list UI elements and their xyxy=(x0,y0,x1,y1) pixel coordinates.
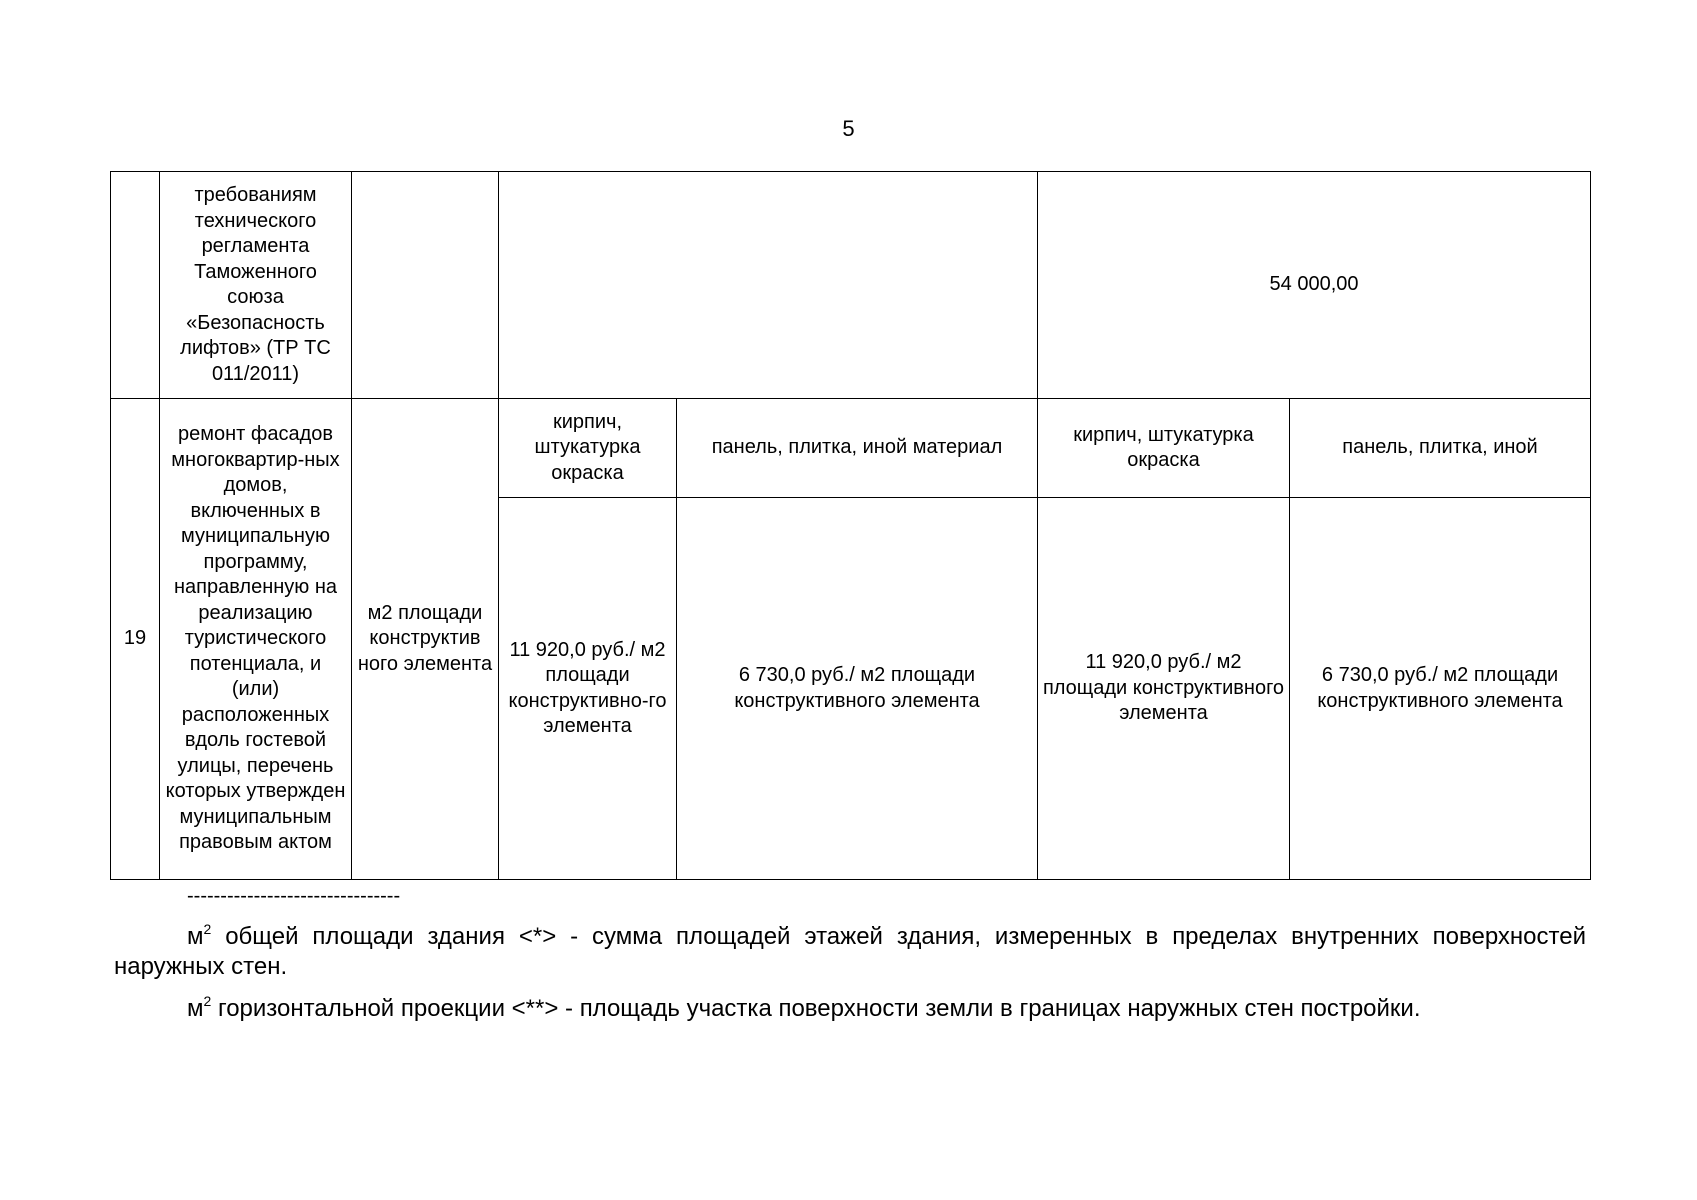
cell-price-brick-2: 11 920,0 руб./ м2 площади конструктивного элемента xyxy=(1038,498,1290,880)
cell-unit-empty xyxy=(352,172,499,399)
footnote-text: общей площади здания <*> - сумма площадей этажей здания, измеренных в пределах внутренних поверхностей наружных стен. xyxy=(114,923,1586,980)
cell-num-empty xyxy=(111,172,160,399)
cell-unit: м2 площади конструктив ного элемента xyxy=(352,399,499,880)
footnote-horizontal-projection xyxy=(114,994,1586,1024)
cell-price-panel-1: 6 730,0 руб./ м2 площади конструктивного элемента xyxy=(677,498,1038,880)
footnote-text: горизонтальной проекции <**> - площадь участка поверхности земли в границах наружных стен постройки. xyxy=(211,995,1421,1022)
footnote-superscript: 2 xyxy=(203,993,212,1009)
footnote-unit: м xyxy=(187,995,204,1022)
footnote-unit: м xyxy=(187,923,204,950)
cell-price-panel-2: 6 730,0 руб./ м2 площади конструктивного элемента xyxy=(1290,498,1591,880)
cell-row-number: 19 xyxy=(111,399,160,880)
cell-subheader-brick-1: кирпич, штукатурка окраска xyxy=(499,399,677,498)
cell-subheader-panel-2: панель, плитка, иной xyxy=(1290,399,1591,498)
cell-total-value: 54 000,00 xyxy=(1038,172,1591,399)
footnote-total-area xyxy=(114,922,1586,982)
cell-work-name: ремонт фасадов многоквартир-ных домов, включенных в муниципальную программу, направленную на реализацию туристического потенциала, и (или) расположенных вдоль гостевой улицы, перечень которых утвержден муниципальным правовым актом xyxy=(160,399,352,880)
cell-work-name: требованиям технического регламента Таможенного союза «Безопасность лифтов» (ТР ТС 011/2011) xyxy=(160,172,352,399)
page-number: 5 xyxy=(842,116,855,141)
cell-price-brick-1: 11 920,0 руб./ м2 площади конструктивно-го элемента xyxy=(499,498,677,880)
table-row-19-header xyxy=(111,399,1591,498)
tariff-table xyxy=(110,171,1591,880)
table-row-continued xyxy=(111,172,1591,399)
footnote-separator: -------------------------------- xyxy=(187,885,401,907)
footnote-superscript: 2 xyxy=(203,921,212,937)
cell-value-empty xyxy=(499,172,1038,399)
cell-subheader-brick-2: кирпич, штукатурка окраска xyxy=(1038,399,1290,498)
cell-subheader-panel-1: панель, плитка, иной материал xyxy=(677,399,1038,498)
